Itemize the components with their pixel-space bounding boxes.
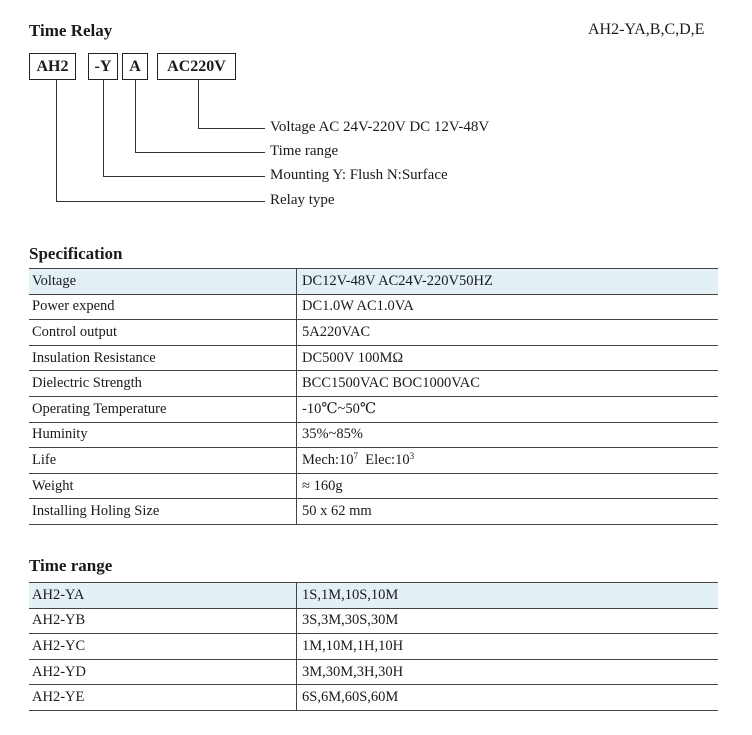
code-part-mounting: -Y	[88, 53, 118, 80]
code-part-time-range: A	[122, 53, 148, 80]
connector-voltage-h	[198, 128, 265, 129]
legend-relay-type: Relay type	[270, 192, 335, 208]
time-range-values: 3M,30M,3H,30H	[297, 659, 719, 685]
spec-value: 50 x 62 mm	[297, 499, 719, 525]
time-range-values: 1M,10M,1H,10H	[297, 634, 719, 660]
spec-value: -10℃~50℃	[297, 396, 719, 422]
time-range-values: 1S,1M,10S,10M	[297, 583, 719, 609]
time-range-title: Time range	[29, 556, 113, 575]
spec-value: 5A220VAC	[297, 320, 719, 346]
spec-label: Voltage	[29, 269, 297, 295]
table-row	[29, 294, 718, 320]
connector-mounting-h	[103, 176, 265, 177]
life-mech-exponent: 7	[353, 451, 359, 462]
table-row	[29, 583, 718, 609]
table-row	[29, 473, 718, 499]
life-elec: Elec:10	[358, 452, 410, 469]
time-range-values: 6S,6M,60S,60M	[297, 685, 719, 711]
table-row	[29, 422, 718, 448]
spec-label: Insulation Resistance	[29, 345, 297, 371]
connector-time-h	[135, 152, 265, 153]
code-part-series: AH2	[29, 53, 76, 80]
time-range-model: AH2-YC	[29, 634, 297, 660]
time-range-model: AH2-YB	[29, 608, 297, 634]
connector-type-v	[56, 80, 57, 201]
spec-label: Control output	[29, 320, 297, 346]
spec-value: DC1.0W AC1.0VA	[297, 294, 719, 320]
spec-value: DC12V-48V AC24V-220V50HZ	[297, 269, 719, 295]
table-row	[29, 659, 718, 685]
spec-label: Power expend	[29, 294, 297, 320]
legend-voltage: Voltage AC 24V-220V DC 12V-48V	[270, 119, 490, 135]
connector-voltage-v	[198, 80, 199, 128]
spec-label: Huminity	[29, 422, 297, 448]
spec-label: Installing Holing Size	[29, 499, 297, 525]
spec-label: Operating Temperature	[29, 396, 297, 422]
model-series: AH2-YA,B,C,D,E	[588, 21, 705, 38]
spec-value	[297, 448, 719, 474]
table-row	[29, 685, 718, 711]
table-row	[29, 608, 718, 634]
page-title: Time Relay	[29, 21, 113, 40]
spec-label: Weight	[29, 473, 297, 499]
table-row	[29, 320, 718, 346]
life-elec-exponent: 3	[409, 451, 415, 462]
connector-time-v	[135, 80, 136, 152]
table-row	[29, 448, 718, 474]
spec-value: 35%~85%	[297, 422, 719, 448]
spec-value: BCC1500VAC BOC1000VAC	[297, 371, 719, 397]
time-range-values: 3S,3M,30S,30M	[297, 608, 719, 634]
spec-label: Dielectric Strength	[29, 371, 297, 397]
connector-type-h	[56, 201, 265, 202]
time-range-model: AH2-YD	[29, 659, 297, 685]
table-row	[29, 371, 718, 397]
spec-value: DC500V 100MΩ	[297, 345, 719, 371]
specification-title: Specification	[29, 244, 123, 263]
table-row	[29, 345, 718, 371]
spec-label: Life	[29, 448, 297, 474]
table-row	[29, 499, 718, 525]
table-row	[29, 269, 718, 295]
code-part-voltage: AC220V	[157, 53, 236, 80]
spec-value: ≈ 160g	[297, 473, 719, 499]
time-range-table	[29, 582, 718, 711]
table-row	[29, 634, 718, 660]
time-range-model: AH2-YA	[29, 583, 297, 609]
life-mech: Mech:10	[302, 452, 354, 469]
time-range-model: AH2-YE	[29, 685, 297, 711]
legend-mounting: Mounting Y: Flush N:Surface	[270, 167, 448, 183]
specification-table	[29, 268, 718, 525]
connector-mounting-v	[103, 80, 104, 176]
table-row	[29, 396, 718, 422]
legend-time-range: Time range	[270, 143, 339, 159]
